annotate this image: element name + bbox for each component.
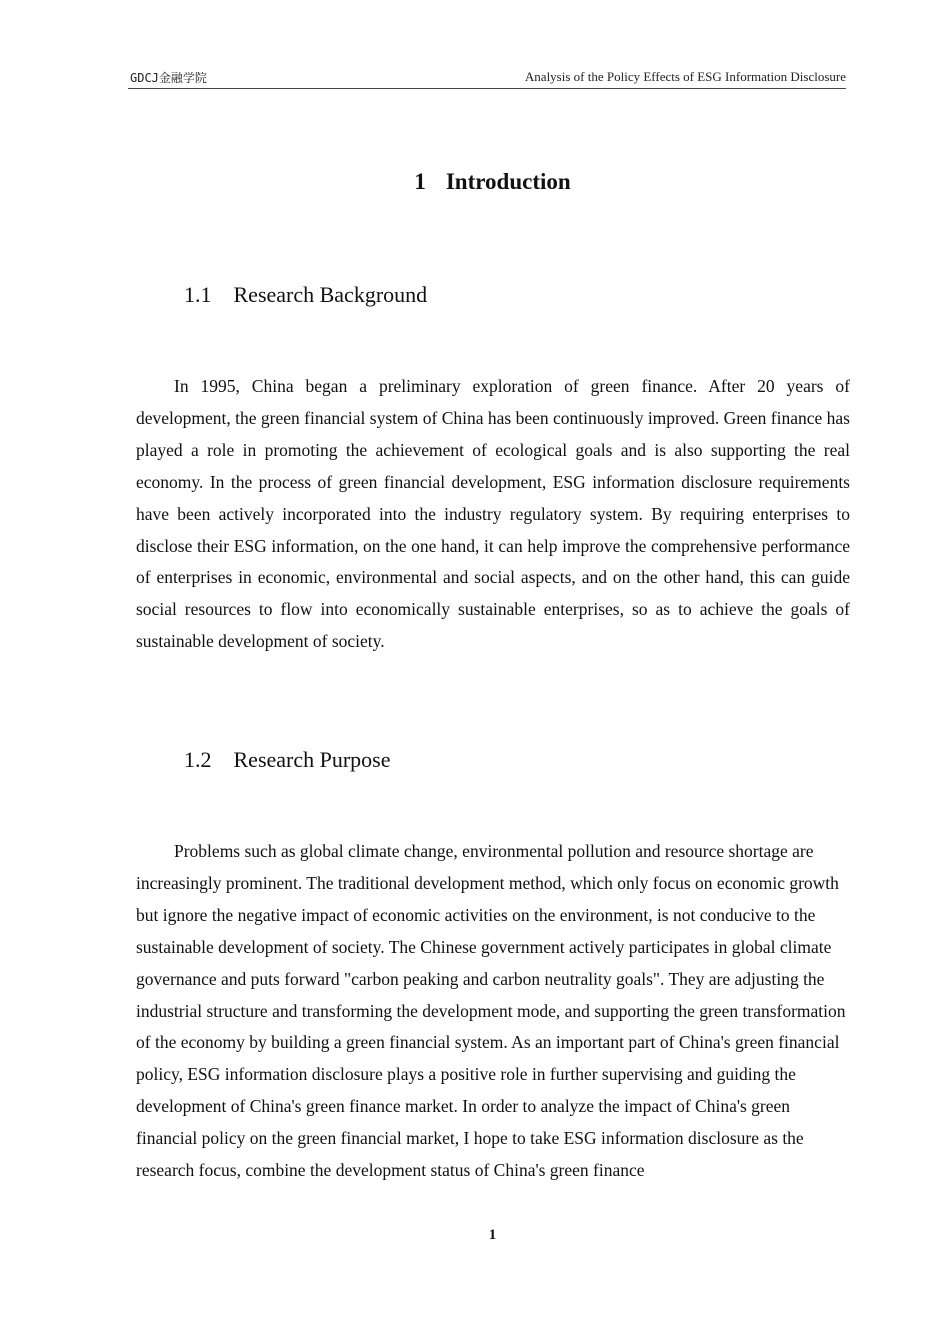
section-heading-research-purpose	[184, 747, 391, 773]
header-paper-title: Analysis of the Policy Effects of ESG Information Disclosure	[524, 69, 846, 84]
header-institution: GDCJ金融学院	[130, 71, 207, 85]
section-number: 1.1	[184, 282, 212, 307]
section-heading-research-background	[184, 282, 427, 308]
paragraph-research-purpose: Problems such as global climate change, environmental pollution and resource shortage are increasingly prominent. The traditional development method, which only focus on economic growth but ignore the negative impact of economic activities on the environment, is not conducive to the sustainable development of society. The Chinese government actively participates in global climate governance and puts forward "carbon peaking and carbon neutrality goals". They are adjusting the industrial structure and transforming the development mode, and supporting the green transformation of the economy by building a green financial system. As an important part of China's green financial policy, ESG information disclosure plays a positive role in further supervising and guiding the development of China's green finance market. In order to analyze the impact of China's green financial policy on the green financial market, I hope to take ESG information disclosure as the research focus, combine the development status of China's green finance	[136, 841, 846, 1181]
running-header	[128, 68, 846, 89]
section-title: Research Background	[233, 282, 428, 307]
section-title: Research Purpose	[233, 747, 391, 772]
paragraph-research-background: In 1995, China began a preliminary exploration of green finance. After 20 years of development, the green financial system of China has been continuously improved. Green finance has played a role in promoting the achievement of ecological goals and is also supporting the real economy. In the process of green financial development, ESG information disclosure requirements have been actively incorporated into the industry regulatory system. By requiring enterprises to disclose their ESG information, on the one hand, it can help improve the comprehensive performance of enterprises in economic, environmental and social aspects, and on the other hand, this can guide social resources to flow into economically sustainable enterprises, so as to achieve the goals of sustainable development of society.	[136, 376, 850, 652]
page-number: 1	[488, 1227, 497, 1243]
chapter-title	[0, 169, 950, 195]
chapter-title-text: Introduction	[445, 169, 571, 194]
chapter-number: 1	[414, 169, 426, 194]
section-number: 1.2	[184, 747, 212, 772]
